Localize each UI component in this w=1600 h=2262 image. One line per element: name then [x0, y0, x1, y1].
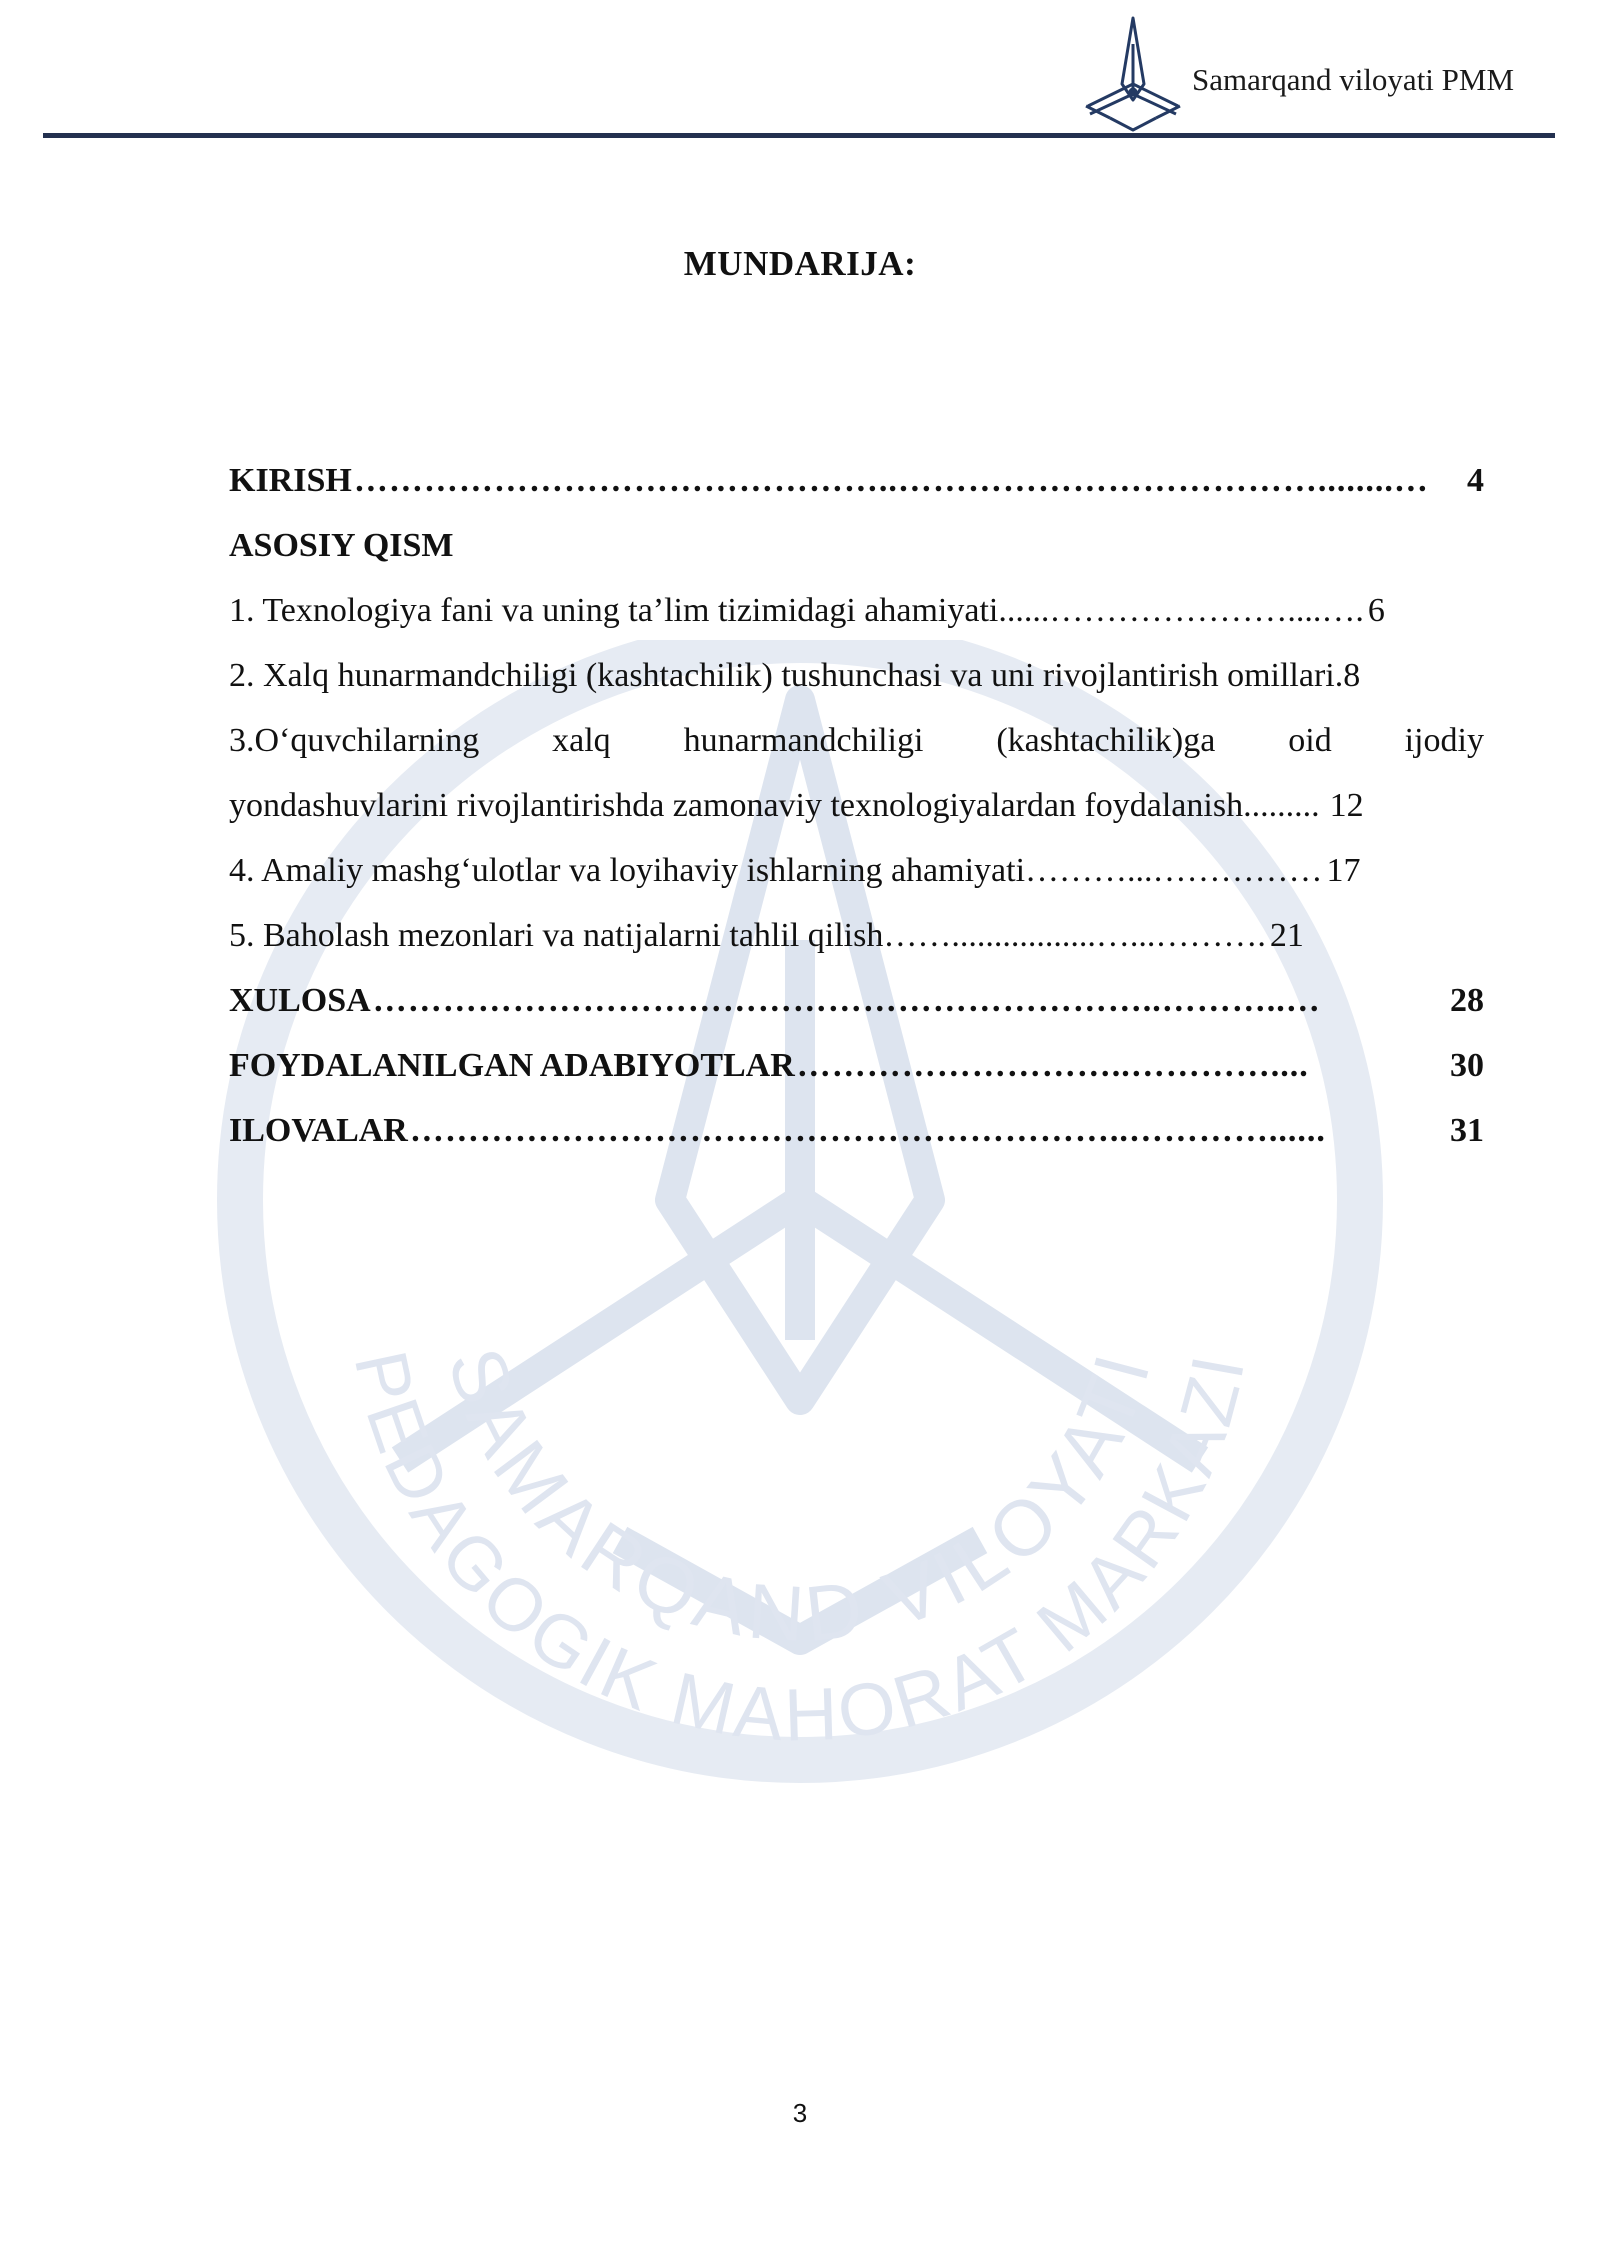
toc-section-heading: ASOSIY QISM	[229, 527, 454, 564]
toc-entry-label: FOYDALANILGAN ADABIYOTLAR	[229, 1047, 795, 1084]
toc-page-number: 6	[1367, 592, 1385, 629]
toc-entry-2[interactable]	[229, 643, 1484, 708]
page-number: 3	[792, 2098, 808, 2128]
toc-entry-word: (kashtachilik)ga	[996, 722, 1216, 759]
toc-entry-word: 3.O‘quvchilarning	[229, 722, 480, 759]
organization-name: Samarqand viloyati PMM	[1192, 62, 1515, 97]
toc-page-number: 12	[1329, 787, 1364, 824]
toc-page-number: 30	[1450, 1047, 1484, 1084]
toc-entry-kirish[interactable]	[229, 448, 1484, 513]
toc-entry-label: XULOSA	[229, 982, 371, 1019]
toc-page-number: 31	[1450, 1112, 1484, 1149]
toc-entry-label: 5. Baholash mezonlari va natijalarni tahlil qilish	[229, 917, 884, 954]
toc-entry-word: hunarmandchiligi	[683, 722, 924, 759]
watermark-text-line1: SAMARQAND VILOYATI	[431, 1337, 1169, 1659]
toc-page-number: 17	[1326, 852, 1361, 889]
toc-entry-label: KIRISH	[229, 462, 352, 499]
toc-entry-label: 4. Amaliy mashg‘ulotlar va loyihaviy ishlarning ahamiyati	[229, 852, 1026, 889]
toc-leader-dots: ………………………..…………....	[796, 1047, 1309, 1084]
toc-entry-3-line2[interactable]	[229, 773, 1484, 838]
table-of-contents	[229, 448, 1484, 1163]
toc-leader-dots: ......…………………....….	[998, 592, 1364, 629]
toc-entry-label: yondashuvlarini rivojlantirishda zamonaviy texnologiyalardan foydalanish	[229, 787, 1244, 824]
toc-entry-3-line1[interactable]	[229, 708, 1484, 773]
title-text: MUNDARIJA:	[683, 244, 917, 283]
toc-leader-dots: ………...……………	[1025, 852, 1323, 889]
toc-entry-label: 2. Xalq hunarmandchiligi (kashtachilik) tushunchasi va uni rivojlantirish omillari.	[229, 657, 1344, 694]
toc-page-number: 28	[1450, 982, 1484, 1019]
toc-entry-label: ILOVALAR	[229, 1112, 408, 1149]
toc-page-number: 8	[1343, 657, 1361, 694]
toc-entry-4[interactable]	[229, 838, 1484, 903]
toc-entry-ilovalar[interactable]	[229, 1098, 1484, 1163]
pen-nib-logo-icon	[1082, 14, 1184, 132]
toc-entry-word: xalq	[552, 722, 611, 759]
watermark-text-line2: PEDAGOGIK MAHORAT MARKAZI	[338, 1343, 1261, 1757]
toc-leader-dots: ………………………………………..………………………………........…	[353, 462, 1429, 499]
header-divider	[43, 133, 1555, 138]
toc-leader-dots: ……………………………………………………..…………......	[409, 1112, 1326, 1149]
toc-entry-1[interactable]	[229, 578, 1484, 643]
toc-leader-dots: …….................…...……….	[883, 917, 1266, 954]
toc-entry-label: 1. Texnologiya fani va uning ta’lim tizimidagi ahamiyati	[229, 592, 999, 629]
toc-entry-xulosa[interactable]	[229, 968, 1484, 1033]
page-header	[0, 0, 1600, 140]
toc-entry-5[interactable]	[229, 903, 1484, 968]
toc-entry-word: oid	[1288, 722, 1332, 759]
toc-page-number: 4	[1467, 462, 1484, 499]
toc-entry-word: ijodiy	[1404, 722, 1484, 759]
toc-leader-dots: …………………………………………………………..………..…	[372, 982, 1321, 1019]
page-title	[0, 244, 1600, 284]
toc-entry-asosiy-qism[interactable]	[229, 513, 1484, 578]
toc-entry-adabiyotlar[interactable]	[229, 1033, 1484, 1098]
toc-page-number: 21	[1269, 917, 1304, 954]
toc-leader-dots: .........	[1243, 787, 1320, 824]
